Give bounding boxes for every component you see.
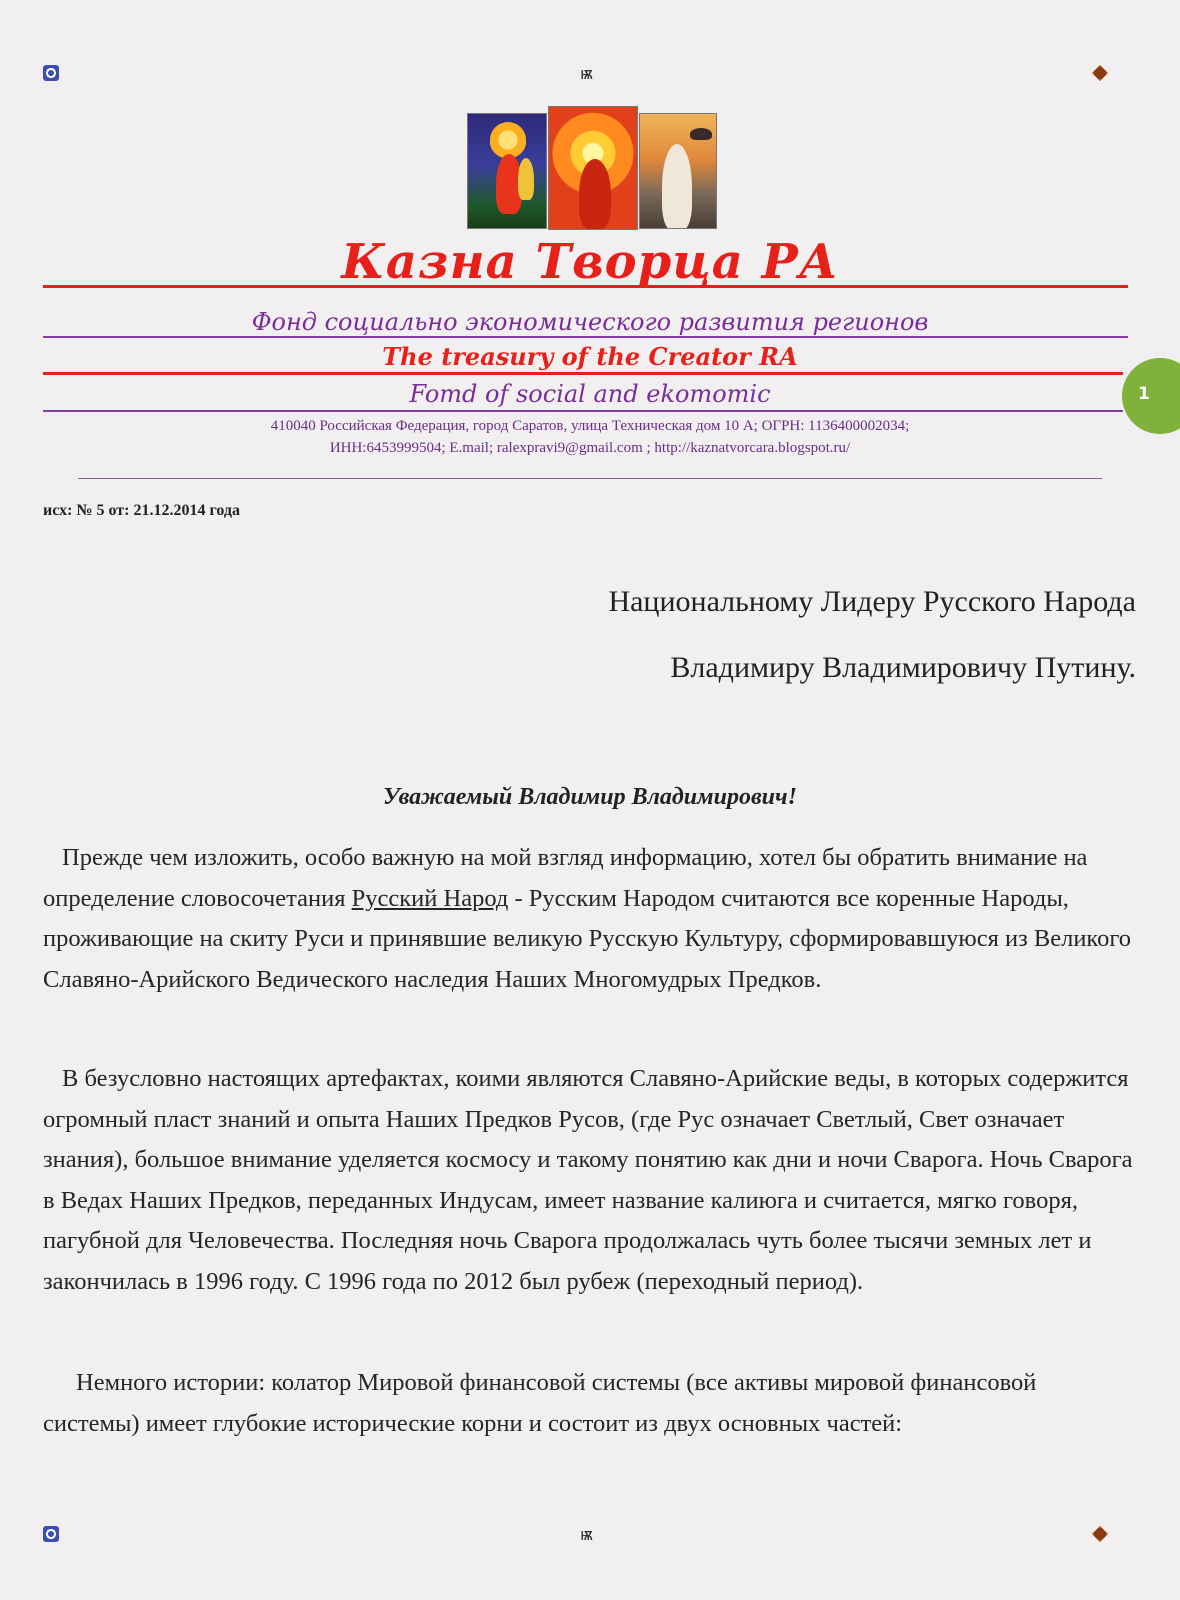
ornament-top-left	[43, 65, 63, 85]
subtitle-english-1: The treasury of the Creator RA	[382, 342, 798, 371]
solar-symbol-icon	[43, 65, 59, 81]
recipient-line-1: Национальному Лидеру Русского Народа	[608, 585, 1136, 618]
subtitle-en2-underline	[43, 410, 1123, 412]
ornament-bottom-left	[43, 1526, 63, 1546]
subtitle-underline	[43, 336, 1128, 338]
subtitle-english-2: Fomd of social and ekomomic	[409, 380, 771, 408]
ornament-bottom-right	[1092, 1526, 1112, 1546]
ornament-top-right	[1092, 65, 1112, 85]
page-number-badge[interactable]: 1	[1122, 358, 1180, 434]
ornament-top-center-icon: ѭ	[580, 64, 594, 83]
star-symbol-icon	[1092, 65, 1108, 81]
ornament-bottom-center-icon: ѭ	[580, 1525, 594, 1544]
header-divider	[78, 478, 1102, 479]
organization-title: Казна Творца РА	[341, 234, 839, 290]
sun-icon	[548, 106, 638, 230]
star-symbol-icon	[1092, 1526, 1108, 1542]
title-underline	[43, 285, 1128, 288]
russian-people-term: Русский Народ	[351, 884, 509, 912]
paragraph-2: В безусловно настоящих артефактах, коими являются Славяно-Арийские веды, в которых содержится огромный пласт знаний и опыта Наших Предков Русов, (где Рус означает Светлый, Свет означает знания), большое внимание уделяется космосу и такому понятию как дни и ночи Сварога. Ночь Сварога в Ведах Наших Предков, переданных Индусам, имеет название калиюга и считается, мягко говоря, пагубной для Человечества. Последняя ночь Сварога продолжалась чуть более тысячи земных лет и закончилась в 1996 году. С 1996 года по 2012 был рубеж (переходный период).	[43, 1065, 1133, 1295]
subtitle-russian: Фонд социально экономического развития регионов	[251, 308, 929, 336]
saint-icon	[467, 113, 547, 229]
subtitle-en-underline	[43, 372, 1123, 375]
address-line-1: 410040 Российская Федерация, город Саратов, улица Техническая дом 10 А; ОГРН: 1136400002034;	[270, 418, 910, 434]
elder-icon	[639, 113, 717, 229]
recipient-line-2: Владимиру Владимировичу Путину.	[670, 651, 1136, 684]
solar-symbol-icon	[43, 1526, 59, 1542]
address-line-2: ИНН:6453999504; E.mail; ralexpravi9@gmail.com ; http://kaznatvorcara.blogspot.ru/	[329, 440, 851, 456]
paragraph-1: Прежде чем изложить, особо важную на мой взгляд информацию, хотел бы обратить внимание на определение словосочетания Русский Народ - Русским Народом считаются все коренные Народы, проживающие на скиту Руси и принявшие великую Русскую Культуру, сформировавшуюся из Великого Славяно-Арийского Ведического наследия Наших Многомудрых Предков.	[43, 844, 1132, 993]
salutation: Уважаемый Владимир Владимирович!	[383, 784, 797, 810]
outgoing-reference: исх: № 5 от: 21.12.2014 года	[43, 502, 240, 519]
paragraph-3: Немного истории: колатор Мировой финансовой системы (все активы мировой финансовой системы) имеет глубокие исторические корни и состоит из двух основных частей:	[43, 1369, 1037, 1437]
